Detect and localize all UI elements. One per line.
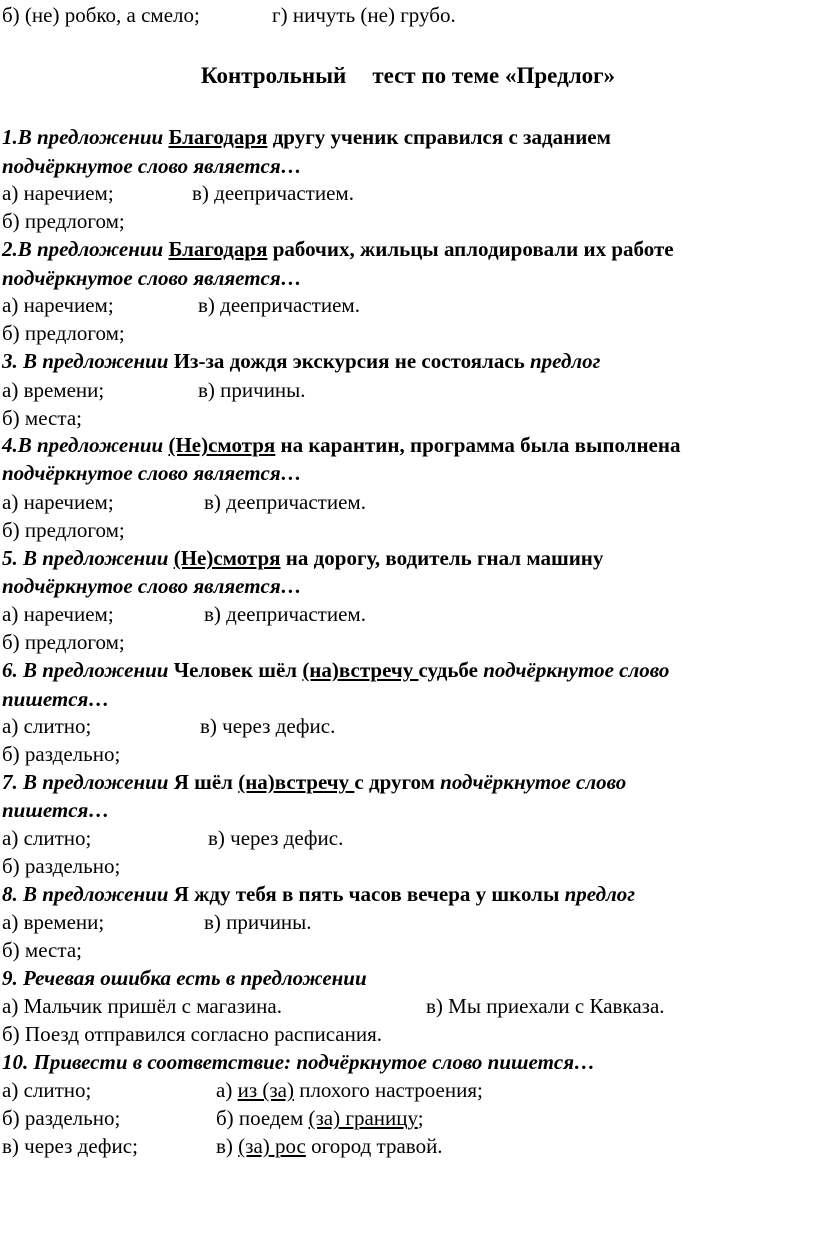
question-2-option-b [2, 320, 125, 346]
question-6-options-row [2, 713, 336, 739]
option-v: в) деепричастием. [204, 602, 366, 626]
option-v: в) деепричастием. [192, 181, 354, 205]
question-prompt: подчёркнутое слово [483, 658, 670, 682]
title-part-1: Контрольный [200, 63, 347, 88]
underlined-word: (на)встречу [302, 658, 419, 682]
match-right-label: а) [216, 1078, 238, 1102]
question-number: 1. [2, 125, 18, 149]
question-1 [2, 124, 611, 150]
question-3-option-b [2, 405, 82, 431]
question-prompt-continued: пишется… [2, 798, 110, 822]
question-6-option-b [2, 741, 120, 767]
title-part-2: тест по теме «Предлог» [372, 63, 616, 88]
option-a: а) слитно; [2, 826, 92, 850]
question-number: 4 [2, 433, 13, 457]
question-4 [2, 432, 680, 458]
question-lead: В предложении [17, 658, 169, 682]
question-prompt: подчёркнутое слово является… [2, 574, 302, 598]
question-prompt: подчёркнутое слово [440, 770, 627, 794]
question-number: 6. [2, 658, 18, 682]
question-7-options-row [2, 825, 344, 851]
question-number: 5. [2, 546, 18, 570]
question-lead: В предложении [17, 349, 169, 373]
underlined-word: (Не)смотря [173, 546, 281, 570]
match-left-option: в) через дефис; [2, 1134, 138, 1158]
match-right-text: ; [417, 1106, 424, 1130]
question-3-options-row [2, 377, 306, 403]
match-right-label: в) [216, 1134, 239, 1158]
question-sentence-start: Я шёл [168, 770, 239, 794]
question-6 [2, 657, 669, 683]
top-line-option-g: г) ничуть (не) грубо. [272, 3, 456, 27]
option-b: б) предлогом; [2, 321, 125, 345]
underlined-word: (за) границу [308, 1106, 418, 1130]
question-7-prompt [2, 797, 109, 823]
question-8-option-b [2, 937, 82, 963]
question-5-options-row [2, 601, 366, 627]
question-5-option-b [2, 629, 125, 655]
underlined-word: Благодаря [168, 237, 268, 261]
question-lead: Речевая ошибка есть в предложении [17, 966, 367, 990]
option-a: а) наречием; [2, 602, 114, 626]
question-3 [2, 348, 600, 374]
question-4-options-row [2, 489, 366, 515]
question-8 [2, 881, 635, 907]
underlined-word: из (за) [237, 1078, 294, 1102]
question-sentence-end: судьбе [418, 658, 484, 682]
match-row-a [2, 1077, 483, 1103]
question-lead: В предложении [17, 125, 164, 149]
option-a: а) наречием; [2, 181, 114, 205]
underlined-word: Благодаря [168, 125, 268, 149]
question-prompt: подчёркнутое слово является… [2, 266, 302, 290]
option-a: а) времени; [2, 378, 105, 402]
option-v: в) через дефис. [208, 826, 344, 850]
question-number: 3. [2, 349, 18, 373]
option-a: а) Мальчик пришёл с магазина. [2, 994, 282, 1018]
page-title [0, 63, 816, 89]
match-right-option [216, 1077, 483, 1103]
question-sentence: на дорогу, водитель гнал машину [280, 546, 604, 570]
option-a: а) наречием; [2, 490, 114, 514]
question-prompt-continued: пишется… [2, 687, 110, 711]
question-lead: В предложении [17, 237, 164, 261]
underlined-word: (Не)смотря [168, 433, 276, 457]
match-left-option: б) раздельно; [2, 1106, 121, 1130]
question-7 [2, 769, 626, 795]
match-right-option [216, 1105, 424, 1131]
question-6-prompt [2, 686, 109, 712]
option-b: б) предлогом; [2, 209, 125, 233]
match-row-v [2, 1133, 443, 1159]
option-a: а) наречием; [2, 293, 114, 317]
question-10 [2, 1049, 595, 1075]
question-number: 2. [2, 237, 18, 261]
option-b: б) предлогом; [2, 518, 125, 542]
question-9-options-row [2, 993, 665, 1019]
question-prompt: подчёркнутое слово является… [2, 154, 302, 178]
question-number: 9. [2, 966, 18, 990]
question-prompt: предлог [530, 349, 601, 373]
question-sentence: другу ученик справился с заданием [267, 125, 611, 149]
question-4-prompt [2, 460, 302, 486]
match-left-option: а) слитно; [2, 1078, 92, 1102]
option-v: в) деепричастием. [198, 293, 360, 317]
match-right-option [216, 1133, 443, 1159]
question-sentence: на карантин, программа была выполнена [275, 433, 681, 457]
question-lead: В предложении [17, 546, 169, 570]
option-b: б) Поезд отправился согласно расписания. [2, 1022, 382, 1046]
question-sentence-start: Человек шёл [168, 658, 303, 682]
question-5-prompt [2, 573, 302, 599]
option-b: б) раздельно; [2, 854, 121, 878]
option-v: в) Мы приехали с Кавказа. [426, 994, 665, 1018]
match-right-label: б) поедем [216, 1106, 309, 1130]
question-2-prompt [2, 265, 302, 291]
question-sentence-end: с другом [354, 770, 441, 794]
question-4-option-b [2, 517, 125, 543]
question-1-option-b [2, 208, 125, 234]
question-number: 10. [2, 1050, 29, 1074]
question-lead: В предложении [17, 770, 169, 794]
option-b: б) места; [2, 406, 82, 430]
option-a: а) времени; [2, 910, 105, 934]
question-lead: .В предложении [12, 433, 164, 457]
option-v: в) причины. [204, 910, 312, 934]
question-sentence: Из-за дождя экскурсия не состоялась [168, 349, 530, 373]
question-number: 7. [2, 770, 18, 794]
option-v: в) через дефис. [200, 714, 336, 738]
top-line-option-b: б) (не) робко, а смело; [2, 3, 200, 27]
match-right-text: огород травой. [305, 1134, 443, 1158]
question-8-options-row [2, 909, 312, 935]
underlined-word: (за) рос [238, 1134, 306, 1158]
match-right-text: плохого настроения; [293, 1078, 483, 1102]
question-prompt: предлог [564, 882, 636, 906]
question-prompt: подчёркнутое слово является… [2, 461, 302, 485]
option-a: а) слитно; [2, 714, 92, 738]
question-lead: В предложении [17, 882, 169, 906]
option-v: в) деепричастием. [204, 490, 366, 514]
question-2 [2, 236, 674, 262]
question-sentence: рабочих, жильцы аплодировали их работе [267, 237, 674, 261]
question-sentence: Я жду тебя в пять часов вечера у школы [168, 882, 565, 906]
question-2-options-row [2, 292, 360, 318]
question-number: 8. [2, 882, 18, 906]
question-9-option-b [2, 1021, 382, 1047]
top-line [2, 2, 456, 28]
question-9 [2, 965, 367, 991]
option-b: б) предлогом; [2, 630, 125, 654]
option-b: б) места; [2, 938, 82, 962]
question-1-prompt [2, 153, 302, 179]
underlined-word: (на)встречу [238, 770, 355, 794]
option-b: б) раздельно; [2, 742, 121, 766]
question-5 [2, 545, 603, 571]
question-7-option-b [2, 853, 120, 879]
match-row-b [2, 1105, 424, 1131]
option-v: в) причины. [198, 378, 306, 402]
question-lead: Привести в соответствие: подчёркнутое слово пишется… [28, 1050, 596, 1074]
question-1-options-row [2, 180, 354, 206]
